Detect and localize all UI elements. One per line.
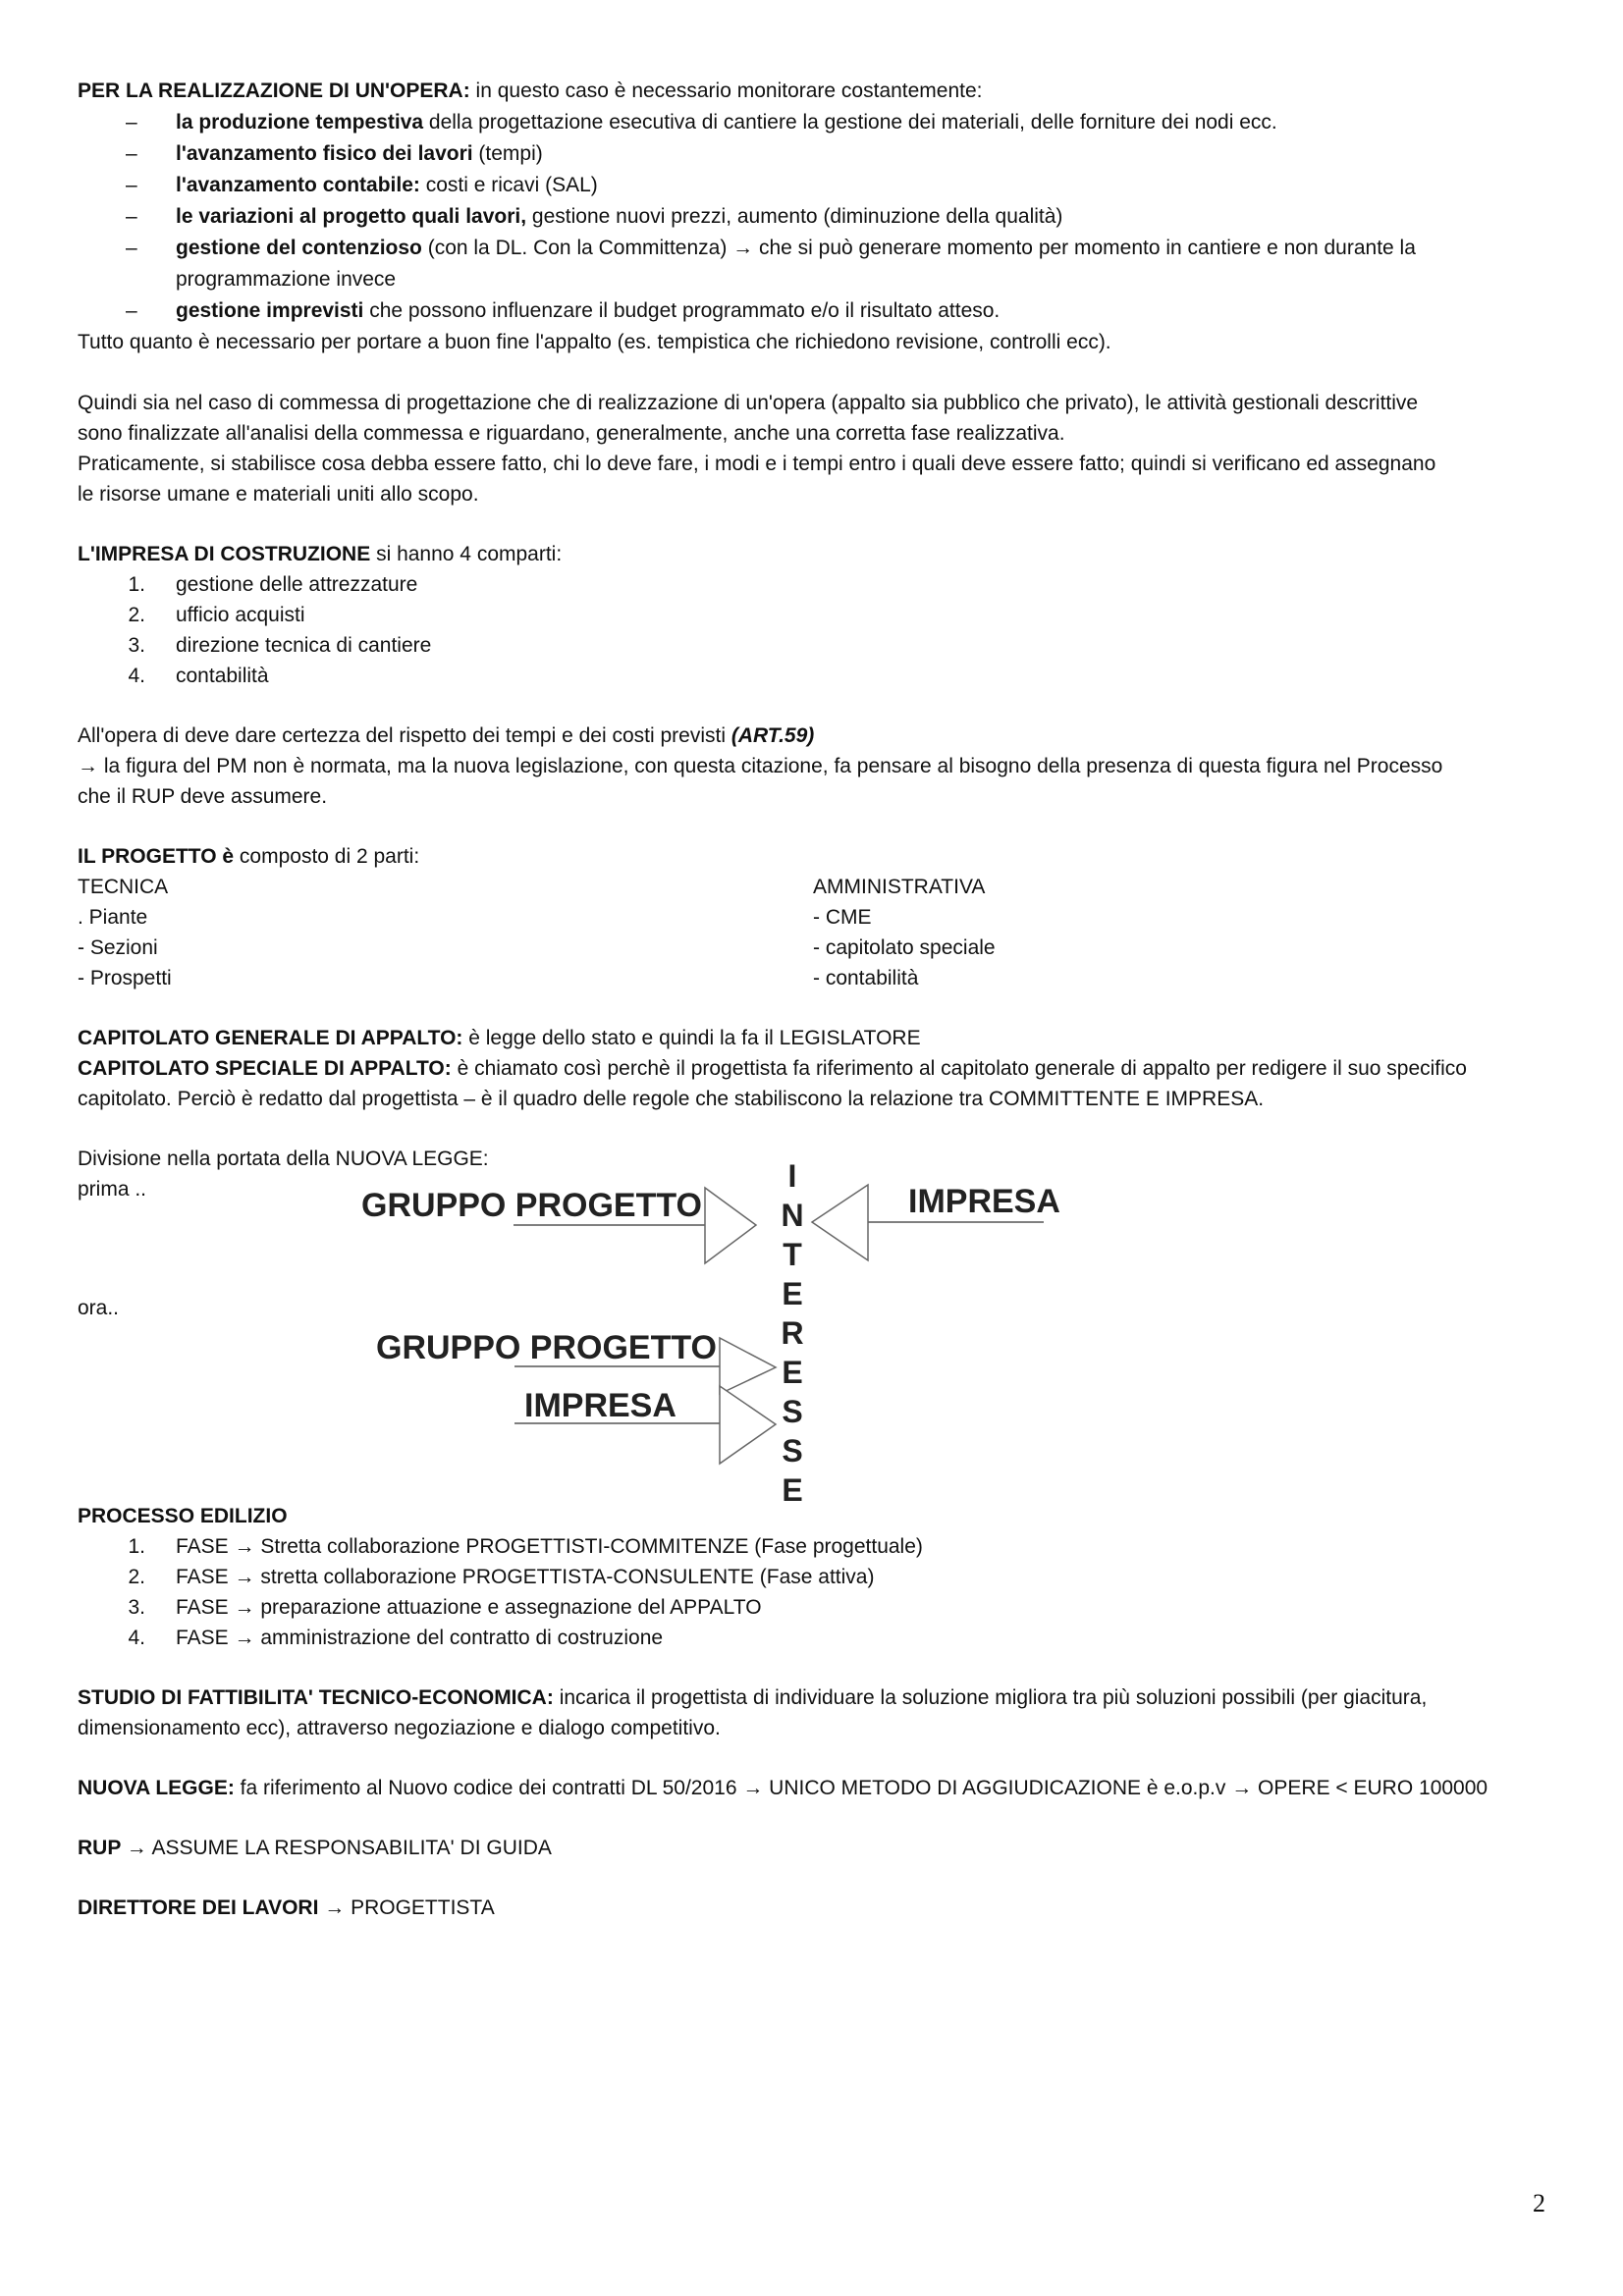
direttore-line: [78, 1894, 495, 1923]
arrow-right-icon: [720, 1338, 776, 1394]
capitolato-speciale-title: CAPITOLATO SPECIALE DI APPALTO:: [78, 1057, 452, 1080]
capitolato-generale-text: è legge dello stato e quindi la fa il LEGISLATORE: [462, 1027, 921, 1049]
list-item: FASE → preparazione attuazione e assegnazione del APPALTO: [176, 1596, 762, 1619]
item-text: (tempi): [472, 142, 543, 165]
item-bold: la produzione tempestiva: [176, 111, 424, 133]
realizzazione-outro: Tutto quanto è necessario per portare a buon fine l'appalto (es. tempistica che richiedono revisione, controlli ecc).: [78, 331, 1111, 353]
list-item: FASE → stretta collaborazione PROGETTISTA-CONSULENTE (Fase attiva): [176, 1566, 875, 1588]
gruppo-progetto-label: GRUPPO PROGETTO: [376, 1329, 717, 1366]
divisione-prima: prima ..: [78, 1178, 147, 1201]
list-number: 1.: [128, 573, 145, 596]
impresa-label: IMPRESA: [524, 1387, 676, 1424]
interesse-letter: I: [787, 1158, 797, 1194]
list-number: 4.: [128, 665, 145, 687]
capitolato-speciale-text: è chiamato così perchè il progettista fa riferimento al capitolato generale di appalto per redigere il suo specifico: [451, 1057, 1467, 1080]
nuova-legge-text: fa riferimento al Nuovo codice dei contratti DL 50/2016 → UNICO METODO DI AGGIUDICAZIONE è e.o.p.v → OPERE < EURO 100000: [234, 1777, 1488, 1799]
progetto-left-col: TECNICA: [78, 876, 169, 898]
item-bold: l'avanzamento contabile:: [176, 174, 420, 196]
arrow-left-icon: [812, 1185, 868, 1260]
impresa-intro: si hanno 4 comparti:: [370, 543, 563, 565]
list-item: direzione tecnica di cantiere: [176, 634, 432, 657]
direttore-title: DIRETTORE DEI LAVORI →: [78, 1896, 346, 1919]
gruppo-progetto-label: GRUPPO PROGETTO: [361, 1187, 702, 1224]
interesse-letter: S: [782, 1433, 803, 1468]
list-item: contabilità: [176, 665, 269, 687]
list-item: FASE → amministrazione del contratto di costruzione: [176, 1627, 664, 1649]
progetto-left-col: - Sezioni: [78, 936, 158, 959]
paragraph-line: le risorse umane e materiali uniti allo scopo.: [78, 483, 479, 506]
progetto-right-col: - contabilità: [813, 967, 919, 989]
rup-text: ASSUME LA RESPONSABILITA' DI GUIDA: [146, 1837, 552, 1859]
interesse-letter: E: [782, 1355, 803, 1390]
item-text: costi e ricavi (SAL): [419, 174, 598, 196]
interesse-letter: E: [782, 1472, 803, 1508]
impresa-title: L'IMPRESA DI COSTRUZIONE: [78, 543, 371, 565]
item-text: (con la DL. Con la Committenza) → che si può generare momento per momento in cantiere e non durante la: [421, 237, 1416, 259]
rup-title: RUP →: [78, 1837, 147, 1859]
list-item: ufficio acquisti: [176, 604, 305, 626]
list-number: 2.: [128, 1566, 145, 1588]
studio-title: STUDIO DI FATTIBILITA' TECNICO-ECONOMICA:: [78, 1686, 554, 1709]
paragraph-line: sono finalizzate all'analisi della commessa e riguardano, generalmente, anche una corretta fase realizzativa.: [78, 422, 1065, 445]
page-number: 2: [1533, 2189, 1545, 2217]
item-bold: l'avanzamento fisico dei lavori: [176, 142, 473, 165]
list-item-continuation: programmazione invece: [176, 268, 397, 291]
interesse-letter: N: [781, 1198, 804, 1233]
divisione-line: Divisione nella portata della NUOVA LEGGE:: [78, 1148, 489, 1170]
item-bold: gestione del contenzioso: [176, 237, 422, 259]
interesse-letter: T: [783, 1237, 802, 1272]
item-text: che possono influenzare il budget programmato e/o il risultato atteso.: [363, 299, 1001, 322]
bullet-dash: –: [126, 237, 137, 259]
progetto-right-col: AMMINISTRATIVA: [813, 876, 986, 898]
paragraph-line: Quindi sia nel caso di commessa di progettazione che di realizzazione di un'opera (appalto sia pubblico che privato), le attività gestionali descrittive: [78, 392, 1419, 414]
realizzazione-title: PER LA REALIZZAZIONE DI UN'OPERA:: [78, 80, 470, 102]
item-text: della progettazione esecutiva di cantiere la gestione dei materiali, delle forniture dei nodi ecc.: [423, 111, 1277, 133]
nuova-legge-title: NUOVA LEGGE:: [78, 1777, 235, 1799]
item-bold: le variazioni al progetto quali lavori,: [176, 205, 527, 228]
progetto-left-col: - Prospetti: [78, 967, 172, 989]
opera-line: → la figura del PM non è normata, ma la nuova legislazione, con questa citazione, fa pensare al bisogno della presenza di questa figura nel Processo: [78, 755, 1443, 777]
item-text: gestione nuovi prezzi, aumento (diminuzione della qualità): [526, 205, 1063, 228]
bullet-dash: –: [126, 142, 137, 165]
rup-line: [78, 1834, 552, 1863]
interesse-letter: E: [782, 1276, 803, 1311]
list-item: gestione delle attrezzature: [176, 573, 418, 596]
studio-line: [78, 1683, 1427, 1713]
realizzazione-intro: in questo caso è necessario monitorare costantemente:: [469, 80, 983, 102]
list-number: 4.: [128, 1627, 145, 1649]
opera-line: che il RUP deve assumere.: [78, 785, 328, 808]
interesse-letter: S: [782, 1394, 803, 1429]
list-number: 3.: [128, 634, 145, 657]
progetto-left-col: . Piante: [78, 906, 148, 929]
direttore-text: PROGETTISTA: [345, 1896, 495, 1919]
interesse-letter: R: [781, 1315, 804, 1351]
studio-cont: dimensionamento ecc), attraverso negoziazione e dialogo competitivo.: [78, 1717, 721, 1739]
bullet-dash: –: [126, 174, 137, 196]
bullet-dash: –: [126, 299, 137, 322]
nuova-legge-line: [78, 1774, 1488, 1803]
bullet-dash: –: [126, 205, 137, 228]
processo-title: PROCESSO EDILIZIO: [78, 1505, 288, 1527]
progetto-right-col: - capitolato speciale: [813, 936, 996, 959]
progetto-title: IL PROGETTO è: [78, 845, 235, 868]
item-bold: gestione imprevisti: [176, 299, 364, 322]
list-item: FASE → Stretta collaborazione PROGETTISTI-COMMITENZE (Fase progettuale): [176, 1535, 923, 1558]
article-reference: (ART.59): [730, 724, 815, 747]
studio-text: incarica il progettista di individuare la soluzione migliora tra più soluzioni possibili (per giacitura,: [553, 1686, 1428, 1709]
arrow-right-icon: [705, 1188, 756, 1263]
list-number: 1.: [128, 1535, 145, 1558]
bullet-dash: –: [126, 111, 137, 133]
capitolato-generale-title: CAPITOLATO GENERALE DI APPALTO:: [78, 1027, 463, 1049]
divisione-ora: ora..: [78, 1297, 120, 1319]
progetto-intro: composto di 2 parti:: [234, 845, 420, 868]
capitolato-speciale-cont: capitolato. Perciò è redatto dal progettista – è il quadro delle regole che stabiliscono la relazione tra COMMITTENTE E IMPRESA.: [78, 1088, 1265, 1110]
impresa-label: IMPRESA: [908, 1183, 1060, 1220]
list-number: 3.: [128, 1596, 145, 1619]
opera-text: All'opera di deve dare certezza del rispetto dei tempi e dei costi previsti: [78, 724, 731, 747]
paragraph-line: Praticamente, si stabilisce cosa debba essere fatto, chi lo deve fare, i modi e i tempi entro i quali deve essere fatto; quindi si verificano ed assegnano: [78, 453, 1436, 475]
arrow-right-icon: [720, 1386, 776, 1464]
list-number: 2.: [128, 604, 145, 626]
progetto-right-col: - CME: [813, 906, 872, 929]
